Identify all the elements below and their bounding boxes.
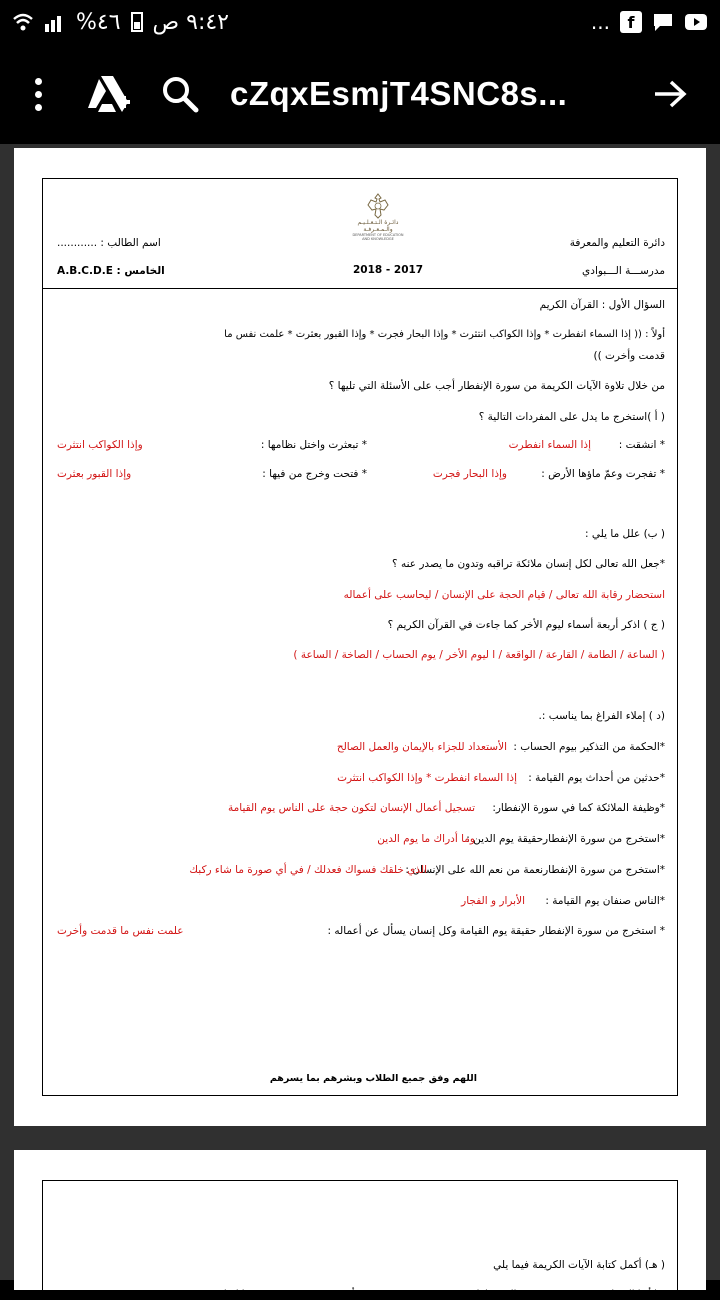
a4-label: * فتحت وخرج من فيها : xyxy=(262,468,367,480)
logo-arabic-text: دائـرة الـتـعـلـيـم والـمـعـرفـة xyxy=(357,219,399,233)
message-icon xyxy=(652,11,674,33)
verse-line-1: أولاً : (( إذا السماء انفطرت * وإذا الكواكب انتثرت * وإذا البحار فجرت * وإذا القبور بعثرت * علمت نفس ما xyxy=(224,329,665,340)
status-right xyxy=(591,10,708,34)
clock: ٩:٤٢ ص xyxy=(152,9,230,35)
battery-icon xyxy=(131,12,143,32)
student-name-field: اسم الطالب : ............ xyxy=(57,237,161,249)
b-question: *جعل الله تعالى لكل إنسان ملائكة تراقبه وتدون ما يصدر عنه ؟ xyxy=(392,558,665,570)
c-answer: ( الساعة / الطامة / القارعة / الواقعة / ا ليوم الأخر / يوم الحساب / الصاخة / الساعة ) xyxy=(293,649,665,661)
a4-answer: وإذا القبور بعثرت xyxy=(57,468,132,480)
facebook-icon: f xyxy=(620,11,642,33)
status-left xyxy=(12,10,229,35)
logo-english-text-2: AND KNOWLEDGE xyxy=(362,237,394,241)
a1-label: * انشقت : xyxy=(618,439,665,451)
d2-answer: إذا السماء انفطرت * وإذا الكواكب انتثرت xyxy=(337,772,517,784)
search-icon[interactable] xyxy=(160,74,200,114)
part-c-heading: ( ج ) اذكر أربعة أسماء ليوم الأخر كما جاءت في القرآن الكريم ؟ xyxy=(387,619,665,631)
d6-answer: الأبرار و الفجار xyxy=(461,895,525,907)
grade-label: الخامس : A.B.C.D.E xyxy=(57,265,165,277)
a3-label: * تفجرت وعمّ ماؤها الأرض : xyxy=(541,468,665,480)
d3-label: *وظيفة الملائكة كما في سورة الإنفطار: xyxy=(492,802,665,814)
part-a-heading: ( أ )استخرج ما يدل على المفردات التالية ؟ xyxy=(478,411,665,423)
a2-label: * تبعثرت واختل نظامها : xyxy=(260,439,367,451)
closing-prayer: اللهم وفق جميع الطلاب وبشرهم بما يسرهم xyxy=(269,1073,477,1084)
d1-label: *الحكمة من التذكير بيوم الحساب : xyxy=(513,741,665,753)
status-bar xyxy=(0,0,720,44)
logo-english-text-1: DEPARTMENT OF EDUCATION xyxy=(352,233,404,237)
b-answer: استحضار رقابة الله تعالى / قيام الحجة على الإنسان / ليحاسب على أعماله xyxy=(343,589,665,601)
department-logo xyxy=(343,193,413,241)
header-divider xyxy=(43,288,677,289)
d1-answer: الأستعداد للجزاء بالإيمان والعمل الصالح xyxy=(336,741,507,753)
page-1 xyxy=(14,148,706,1126)
academic-year: 2018 - 2017 xyxy=(353,264,424,276)
a1-answer: إذا السماء انفطرت xyxy=(508,439,591,451)
part-d-heading: (د ) إملاء الفراغ بما يناسب :. xyxy=(538,710,665,722)
question-1-title: السؤال الأول : القرآن الكريم xyxy=(539,299,665,311)
d3-answer: تسجيل أعمال الإنسان لتكون حجة على الناس يوم القيامة xyxy=(228,802,475,814)
signal-icon xyxy=(44,12,66,32)
a2-answer: وإذا الكواكب انتثرت xyxy=(57,439,143,451)
add-to-drive-icon[interactable] xyxy=(84,70,132,118)
document-title: cZqxEsmjT4SNC8s... xyxy=(230,75,568,112)
e-fill-line: *يا أيها الإنسان ........................* الذي خلقك ............................* في أي ............................* كلا بل xyxy=(219,1289,665,1300)
d2-label: *حدثين من أحداث يوم القيامة : xyxy=(528,772,665,784)
part-e-heading: ( هـ) أكمل كتابة الآيات الكريمة فيما يلي xyxy=(493,1259,665,1271)
a3-answer: وإذا البحار فجرت xyxy=(432,468,507,480)
worksheet xyxy=(42,178,678,1096)
d4-answer: وما أدراك ما يوم الدين xyxy=(377,833,475,845)
page-2 xyxy=(14,1150,706,1300)
d5-answer: الذي خلقك فسواك فعدلك / في أي صورة ما شاء ركبك xyxy=(189,864,427,876)
d4-label: *استخرج من سورة الإنفطارحقيقة يوم الدين : xyxy=(466,833,665,845)
d7-answer: علمت نفس ما قدمت وأخرت xyxy=(57,925,184,937)
wifi-icon xyxy=(12,12,34,32)
d6-label: *الناس صنفان يوم القيامة : xyxy=(545,895,665,907)
forward-arrow-icon[interactable] xyxy=(650,74,690,114)
more-options-icon[interactable] xyxy=(12,78,64,111)
overflow-dots: ... xyxy=(590,10,610,34)
department-name: دائرة التعليم والمعرفة xyxy=(569,237,665,249)
part-b-heading: ( ب) علل ما يلي : xyxy=(585,528,665,540)
d7-label: * استخرج من سورة الإنفطار حقيقة يوم القيامة وكل إنسان يسأل عن أعماله : xyxy=(327,925,665,937)
instruction-text: من خلال تلاوة الآيات الكريمة من سورة الإنفطار أجب على الأسئلة التي تليها ؟ xyxy=(328,380,665,392)
school-name: مدرســـة الـــبوادي xyxy=(582,265,665,277)
battery-level: ٤٦% xyxy=(76,9,121,35)
d5-label: *استخرج من سورة الإنفطارنعمة من نعم الله على الإنسان : xyxy=(405,864,665,876)
verse-line-2: قدمت وأخرت )) xyxy=(593,350,665,362)
worksheet-page-2 xyxy=(42,1180,678,1300)
document-viewer[interactable] xyxy=(0,144,720,1300)
app-bar xyxy=(0,44,720,144)
falcon-emblem-icon xyxy=(367,193,389,219)
youtube-icon xyxy=(684,11,708,33)
